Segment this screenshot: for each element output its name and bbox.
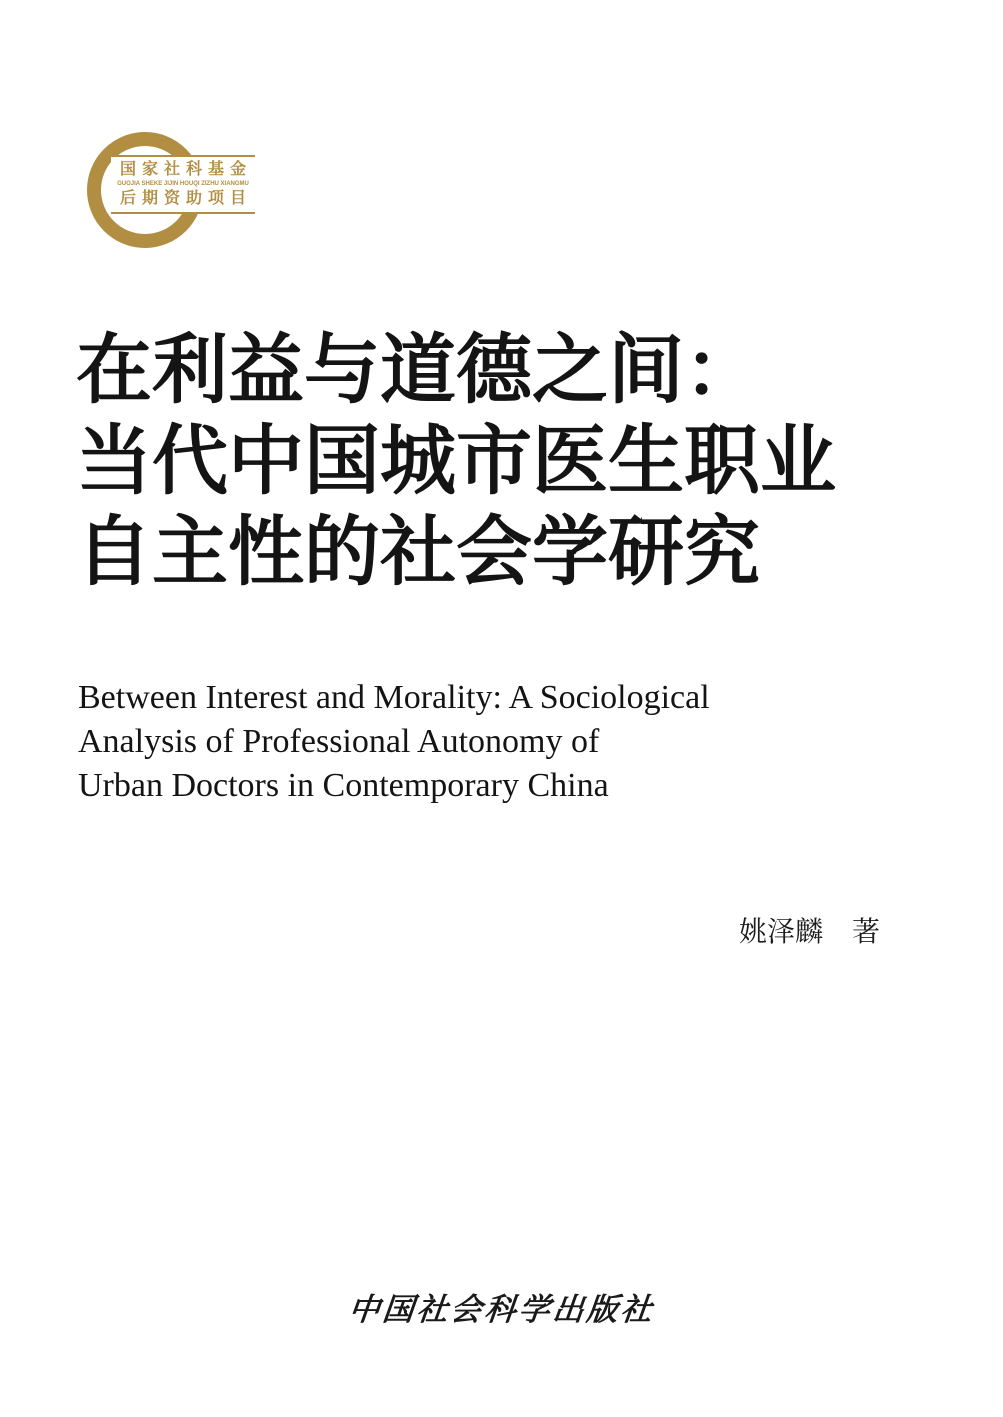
book-title-cn [76, 326, 836, 599]
fund-program-cn: 后期资助项目 [119, 190, 252, 207]
book-subtitle-en [78, 676, 710, 808]
book-subtitle-line-2: Analysis of Professional Autonomy of [78, 723, 600, 760]
publisher-name: 中国社会科学出版社 [346, 1292, 657, 1327]
fund-logo-text-box [111, 155, 255, 214]
author-name: 姚泽麟 [739, 917, 824, 948]
book-title-line-1: 在利益与道德之间： [76, 329, 760, 413]
publisher-line [0, 1284, 1003, 1329]
book-subtitle-line-1: Between Interest and Morality: A Sociological [78, 679, 710, 716]
book-title-line-2: 当代中国城市医生职业 [76, 420, 836, 504]
nsfc-fund-logo [87, 132, 287, 252]
book-title-line-3: 自主性的社会学研究 [76, 511, 760, 595]
fund-name-cn: 国家社科基金 [119, 161, 252, 178]
book-subtitle-line-3: Urban Doctors in Contemporary China [78, 767, 609, 804]
author-line [739, 910, 880, 950]
fund-name-pinyin: GUOJIA SHEKE JIJIN HOUQI ZIZHU XIANGMU [117, 181, 249, 187]
author-role: 著 [852, 917, 881, 948]
